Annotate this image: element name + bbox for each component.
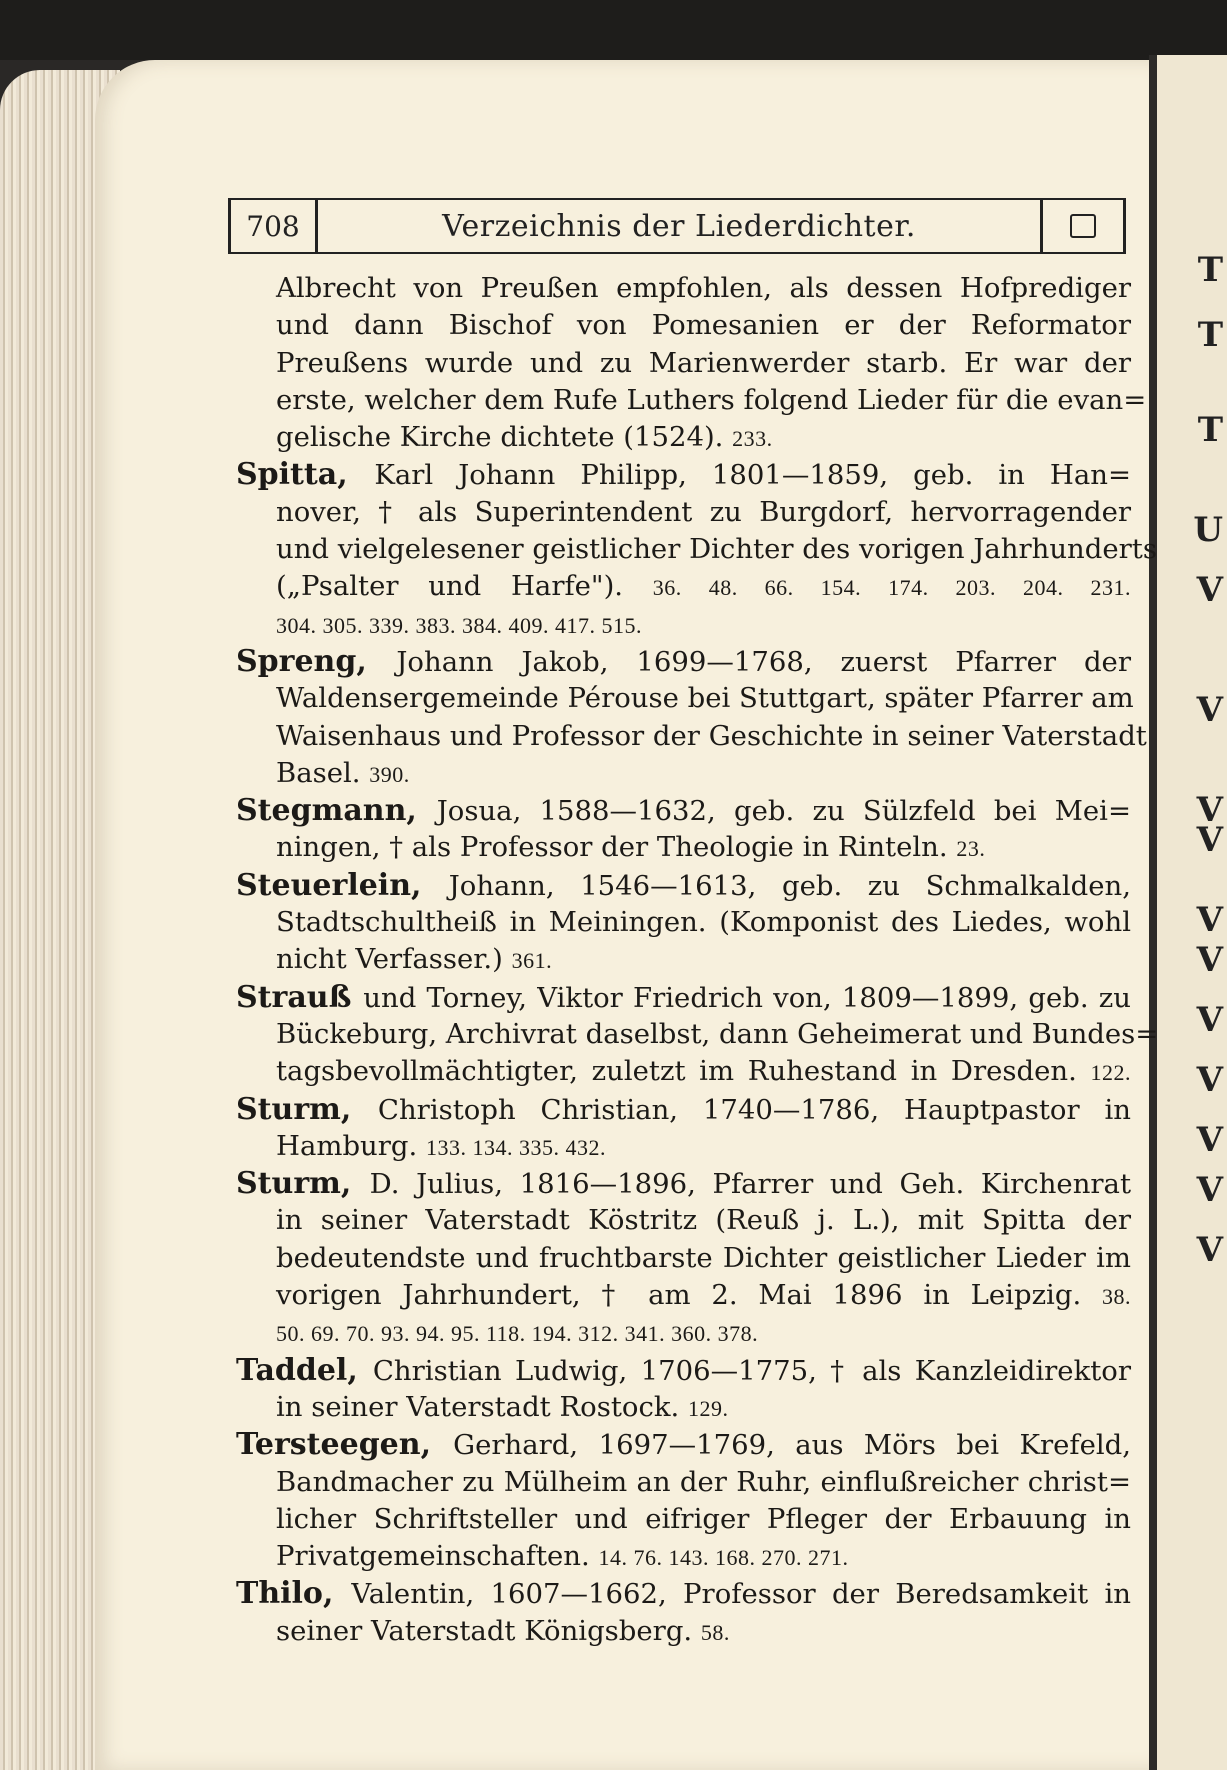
entry-text: gelische Kirche dichtete (1524). — [276, 421, 733, 454]
entry-text: seiner Vaterstadt Königsberg. — [276, 1614, 701, 1647]
text-line — [236, 829, 1131, 866]
entry-text: nicht Verfasser.) — [276, 943, 512, 976]
text-line — [236, 568, 1131, 605]
entry-text: Valentin, 1607—1662, Professor der Beredsamkeit in — [351, 1578, 1131, 1611]
entry-text: in seiner Vaterstadt Rostock. — [276, 1390, 688, 1423]
entry-text: Karl Johann Philipp, 1801—1859, geb. in Han= — [374, 459, 1131, 492]
next-page-letter: T — [1197, 315, 1223, 355]
text-line — [236, 345, 1131, 382]
index-entries — [236, 270, 1159, 1650]
entry-name: Sturm, — [236, 1091, 378, 1127]
next-page-letter: V — [1196, 1170, 1223, 1210]
entry-text: nover, † als Superintendent zu Burgdorf, hervorragender — [276, 495, 1131, 528]
entry-text: in seiner Vaterstadt Köstritz (Reuß j. L.), mit Spitta der — [276, 1204, 1131, 1237]
hymn-references: 122. — [1090, 1060, 1131, 1086]
text-line — [236, 1501, 1131, 1538]
entry-name: Tersteegen, — [236, 1427, 454, 1463]
next-page-letter: U — [1193, 510, 1223, 550]
hymn-references: 304. 305. 339. 383. 384. 409. 417. 515. — [276, 612, 642, 638]
text-line — [236, 867, 1131, 904]
text-line — [236, 1575, 1131, 1612]
text-line — [236, 1016, 1159, 1053]
text-line — [236, 1314, 1131, 1351]
entry-text: Christian Ludwig, 1706—1775, † als Kanzleidirektor — [372, 1354, 1131, 1387]
text-line — [236, 1053, 1131, 1090]
text-line — [236, 494, 1131, 531]
text-line — [236, 755, 1131, 792]
entry-name: Taddel, — [236, 1352, 373, 1388]
hymn-references: 50. 69. 70. 93. 94. 95. 118. 194. 312. 341. 360. 378. — [276, 1321, 759, 1347]
entry-name: Sturm, — [236, 1166, 370, 1202]
next-page-letter: V — [1196, 690, 1223, 730]
next-page-letter: V — [1196, 940, 1223, 980]
next-page-letter: T — [1197, 250, 1223, 290]
text-line — [236, 1426, 1131, 1463]
entry-text: Johann, 1546—1613, geb. zu Schmalkalden, — [448, 869, 1131, 902]
entry-text: Bückeburg, Archivrat daselbst, dann Geheimerat und Bundes= — [276, 1017, 1159, 1050]
page-number: 708 — [228, 200, 318, 252]
hymn-references: 361. — [511, 948, 553, 974]
text-line — [236, 979, 1131, 1016]
entry-text: vorigen Jahrhundert, † am 2. Mai 1896 in Leipzig. — [276, 1279, 1102, 1312]
text-line — [236, 1240, 1131, 1277]
hymn-references: 36. 48. 66. 154. 174. 203. 204. 231. — [652, 575, 1131, 601]
entry-text: Bandmacher zu Mülheim an der Ruhr, einflußreicher christ= — [276, 1465, 1131, 1498]
next-page-letter: V — [1196, 900, 1223, 940]
entry-name: Spreng, — [236, 643, 397, 679]
next-page-letter: V — [1196, 790, 1223, 830]
next-page-letter: V — [1196, 820, 1223, 860]
text-line — [236, 1202, 1131, 1239]
text-line — [236, 382, 1147, 419]
entry-text: Basel. — [276, 756, 370, 789]
text-line — [236, 792, 1131, 829]
text-line — [236, 531, 1157, 568]
next-page-letter: V — [1196, 1230, 1223, 1270]
text-line — [236, 1613, 1131, 1650]
hymn-references: 233. — [732, 426, 773, 452]
text-line — [236, 1165, 1131, 1202]
entry-text: Albrecht von Preußen empfohlen, als dessen Hofprediger — [276, 272, 1131, 304]
entry-text: und vielgelesener geistlicher Dichter des vorigen Jahrhunderts — [276, 533, 1157, 566]
text-line — [236, 1091, 1131, 1128]
text-line — [236, 307, 1131, 344]
entry-text: und dann Bischof von Pomesanien er der Reformator — [276, 309, 1131, 342]
hymn-references: 58. — [700, 1619, 730, 1645]
running-header — [228, 198, 1126, 254]
entry-text: Gerhard, 1697—1769, aus Mörs bei Krefeld, — [453, 1429, 1132, 1462]
text-line — [236, 270, 1131, 307]
entry-text: Preußens wurde und zu Marienwerder starb. Er war der — [276, 346, 1131, 379]
hymn-references: 390. — [369, 761, 410, 787]
hymn-references: 129. — [688, 1395, 729, 1421]
text-line — [236, 1352, 1131, 1389]
entry-text: erste, welcher dem Rufe Luthers folgend Lieder für die evan= — [276, 383, 1147, 416]
text-line — [236, 1464, 1131, 1501]
text-line — [236, 680, 1134, 717]
entry-text: Josua, 1588—1632, geb. zu Sülzfeld bei Mei= — [436, 795, 1131, 828]
entry-text: Hamburg. — [276, 1129, 427, 1162]
header-ornament — [1040, 200, 1126, 252]
entry-text: Privatgemeinschaften. — [276, 1540, 599, 1573]
text-line — [236, 718, 1147, 755]
entry-text: Stadtschultheiß in Meiningen. (Komponist des Liedes, wohl — [276, 906, 1131, 939]
square-icon — [1070, 214, 1096, 238]
next-page-letter: V — [1196, 1000, 1223, 1040]
text-line — [236, 643, 1131, 680]
text-line — [236, 1389, 1131, 1426]
entry-name: Strauß — [236, 979, 364, 1015]
text-line — [236, 941, 1131, 978]
entry-name: Thilo, — [236, 1576, 352, 1612]
next-page-letter: T — [1197, 410, 1223, 450]
entry-text: ningen, † als Professor der Theologie in Rinteln. — [276, 831, 957, 864]
entry-text: und Torney, Viktor Friedrich von, 1809—1899, geb. zu — [363, 981, 1131, 1014]
hymn-references: 133. 134. 335. 432. — [426, 1134, 607, 1160]
running-title: Verzeichnis der Liederdichter. — [442, 208, 916, 244]
entry-text: („Psalter und Harfe"). — [276, 570, 653, 603]
entry-text: bedeutendste und fruchtbarste Dichter geistlicher Lieder im — [276, 1241, 1131, 1274]
text-line — [236, 606, 1131, 643]
entry-text: Johann Jakob, 1699—1768, zuerst Pfarrer der — [396, 645, 1131, 678]
hymn-references: 14. 76. 143. 168. 270. 271. — [598, 1545, 849, 1571]
entry-text: licher Schriftsteller und eifriger Pfleger der Erbauung in — [276, 1502, 1131, 1535]
text-line — [236, 1538, 1131, 1575]
entry-text: tagsbevollmächtigter, zuletzt im Ruhestand in Dresden. — [276, 1055, 1091, 1088]
entry-name: Stegmann, — [236, 793, 437, 829]
text-line — [236, 1128, 1131, 1165]
entry-name: Spitta, — [236, 457, 375, 493]
hymn-references: 38. — [1102, 1284, 1131, 1310]
entry-text: Waldensergemeinde Pérouse bei Stuttgart, später Pfarrer am — [276, 682, 1134, 715]
next-page-edge — [1149, 55, 1227, 1770]
entry-text: Christoph Christian, 1740—1786, Hauptpastor in — [377, 1093, 1131, 1126]
entry-name: Steuerlein, — [236, 867, 449, 903]
entry-text: Waisenhaus und Professor der Geschichte in seiner Vaterstadt — [276, 719, 1147, 752]
hymn-references: 23. — [956, 836, 986, 862]
next-page-letter: V — [1196, 570, 1223, 610]
text-line — [236, 904, 1131, 941]
next-page-letter: V — [1196, 1120, 1223, 1160]
text-line — [236, 456, 1131, 493]
text-line — [236, 419, 1131, 456]
entry-text: D. Julius, 1816—1896, Pfarrer und Geh. Kirchenrat — [369, 1168, 1131, 1201]
text-line — [236, 1277, 1131, 1314]
next-page-letter: V — [1196, 1060, 1223, 1100]
